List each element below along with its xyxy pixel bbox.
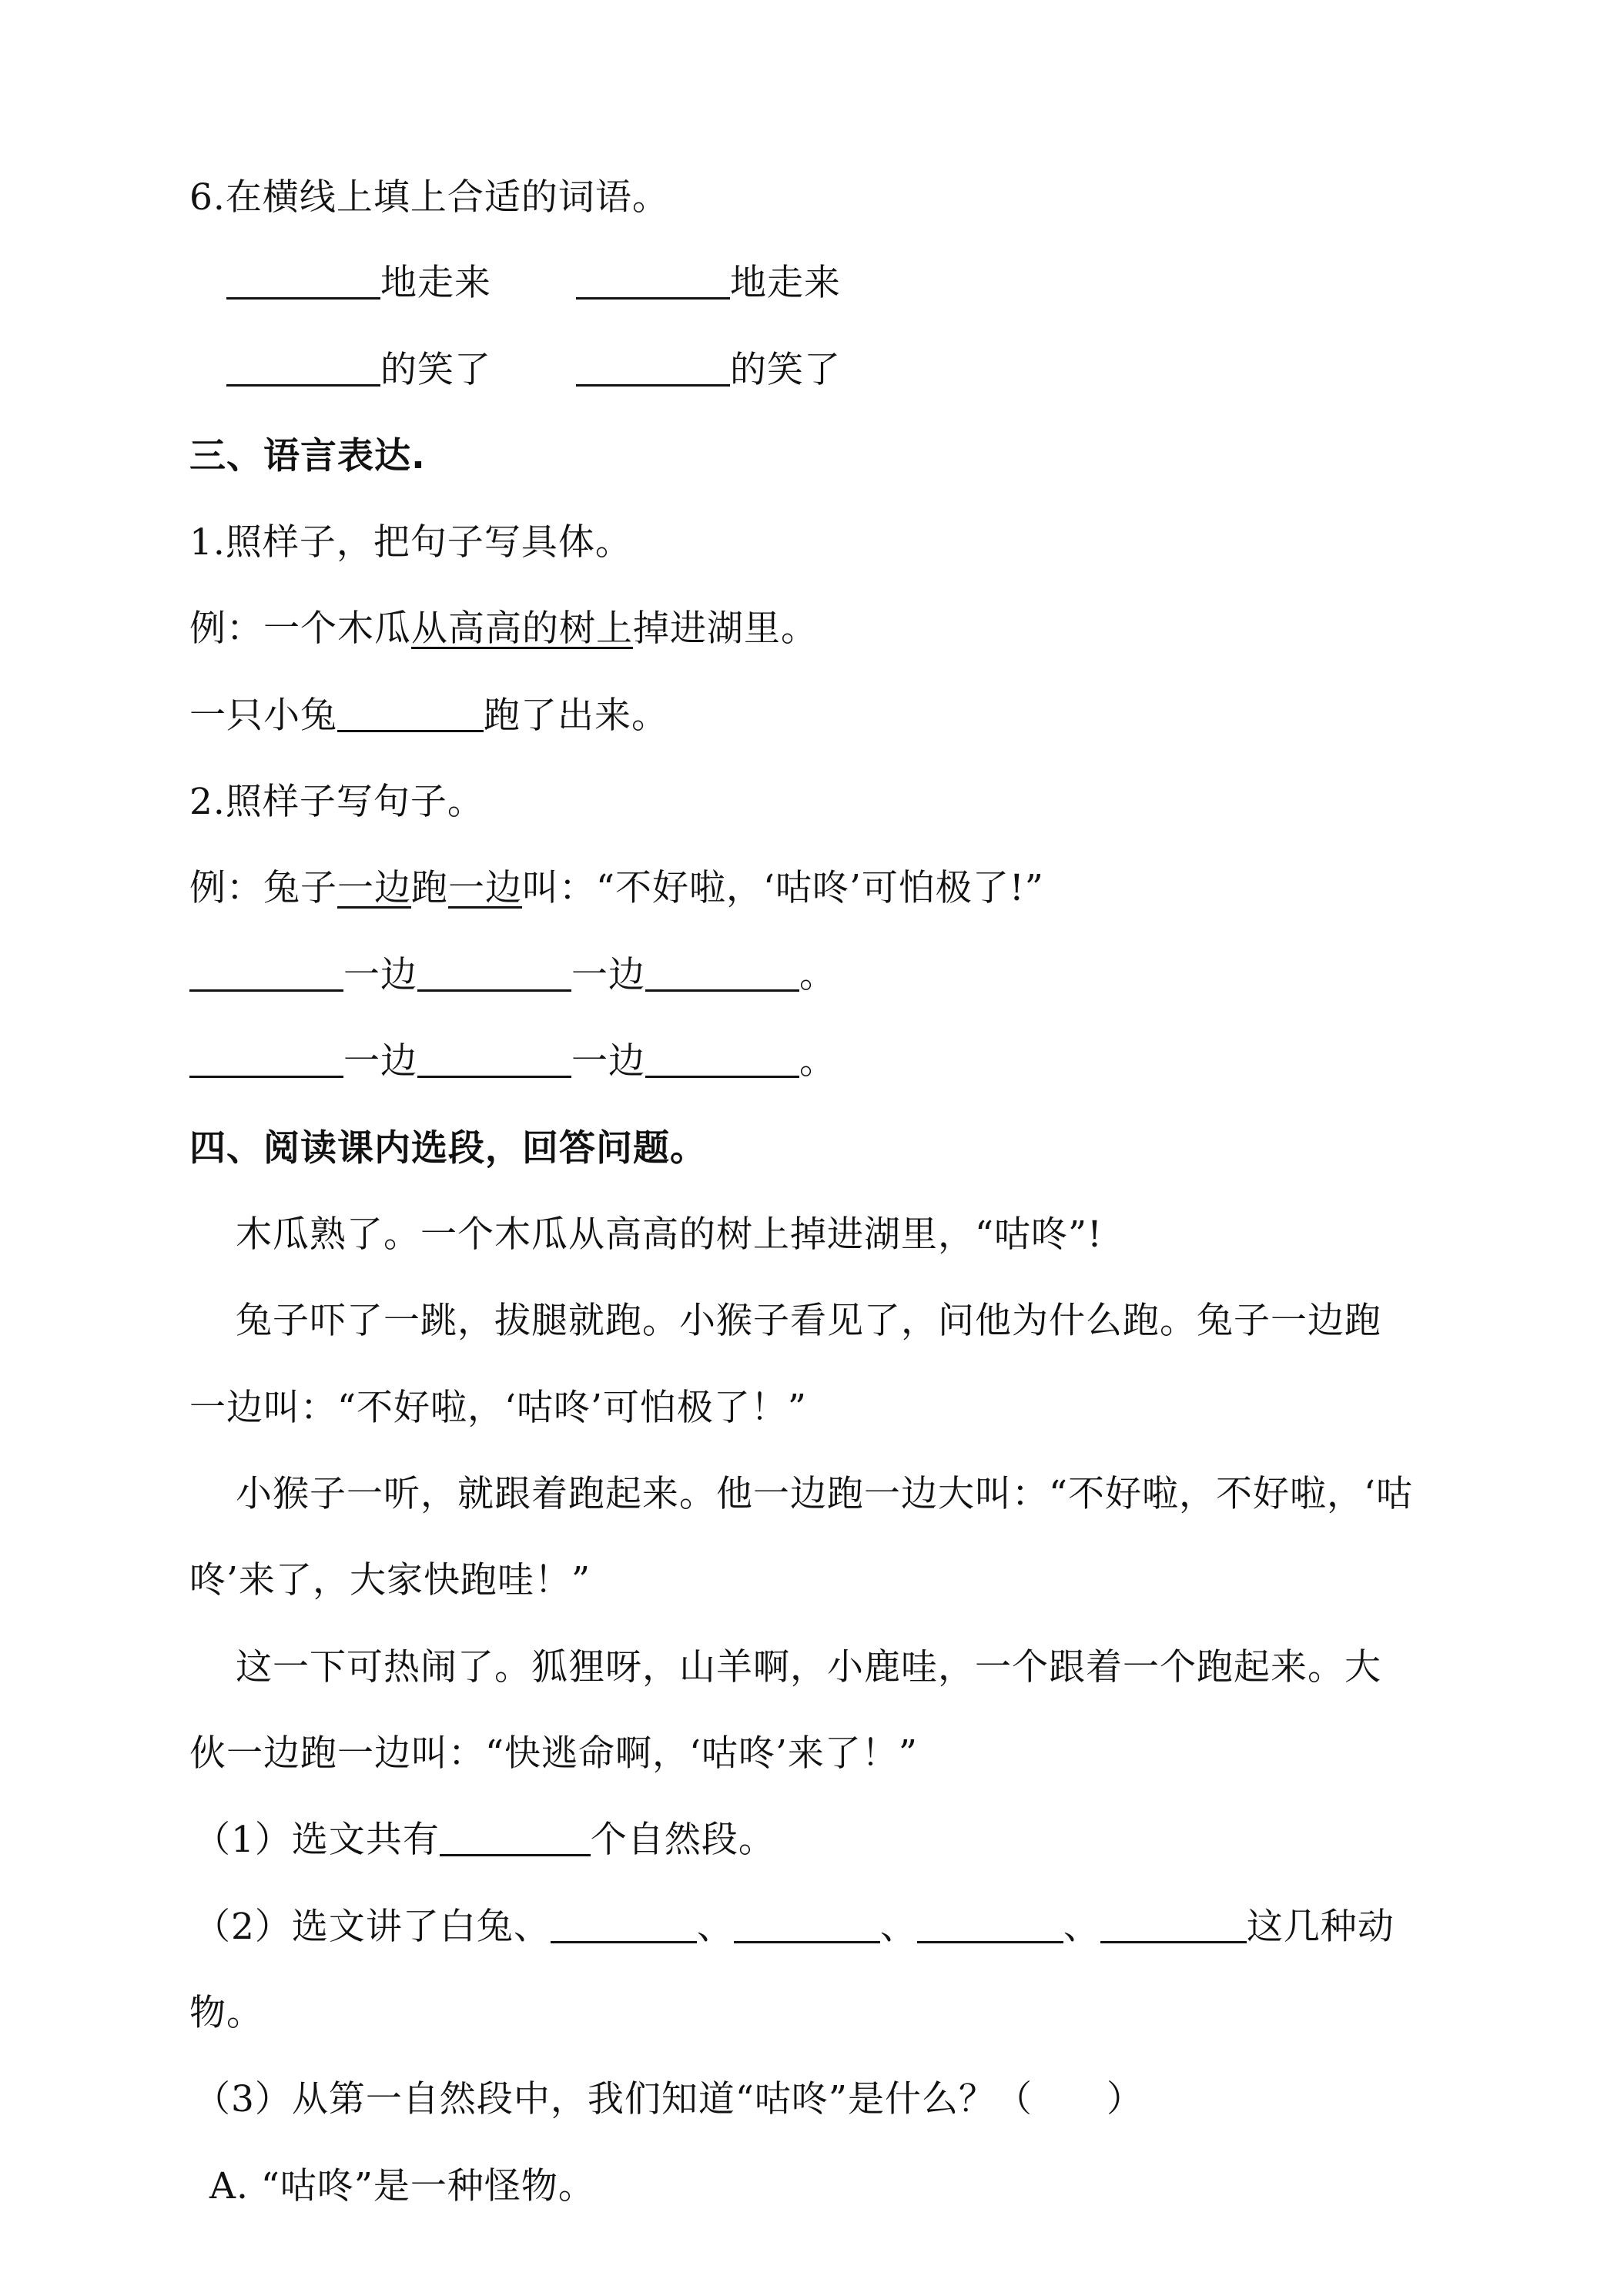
yibian-label: 一边 (343, 954, 417, 996)
q1-suffix: 个自然段。 (590, 1819, 775, 1861)
example-underlined: 一边 (448, 867, 522, 909)
example-suffix: 掉进湖里。 (633, 607, 818, 650)
answer-blank[interactable] (551, 1907, 697, 1943)
q6-row-2 (226, 347, 841, 393)
answer-blank[interactable] (440, 1820, 591, 1856)
example-suffix: 叫：“不好啦，‘咕咚’可怕极了!” (522, 867, 1044, 909)
answer-blank[interactable] (645, 1042, 799, 1078)
yibian-label: 一边 (343, 1040, 417, 1083)
answer-blank[interactable] (1100, 1907, 1247, 1943)
answer-blank[interactable] (734, 1907, 880, 1943)
passage-line: 这一下可热闹了。狐狸呀，山羊啊，小鹿哇，一个跟着一个跑起来。大 (236, 1646, 1381, 1689)
s4-q3-option-a[interactable]: A. “咕咚”是一种怪物。 (209, 2165, 595, 2207)
section-3-heading: 三、语言表达. (189, 435, 426, 477)
answer-blank[interactable] (417, 1042, 571, 1078)
yibian-label: 一边 (571, 954, 645, 996)
separator: 、 (879, 1906, 917, 1948)
q6-title: 6.在横线上填上合适的词语。 (189, 176, 669, 219)
q2-prefix: （2）选文讲了白兔、 (194, 1906, 551, 1948)
s4-q2 (194, 1904, 1395, 1950)
q6-walk-label: 地走来 (730, 262, 841, 304)
passage-line: 木瓜熟了。一个木瓜从高高的树上掉进湖里，“咕咚”! (236, 1213, 1103, 1256)
answer-blank[interactable] (576, 263, 730, 300)
s3-q2-answer-row-1 (189, 952, 836, 999)
s3-q2-answer-row-2 (189, 1039, 836, 1085)
s4-q3 (194, 2077, 1143, 2123)
section-4-heading: 四、阅读课内选段，回答问题。 (189, 1127, 707, 1170)
example-underlined: 从高高的树上 (411, 607, 633, 650)
period: 。 (799, 1040, 836, 1083)
answer-blank[interactable] (189, 956, 343, 992)
answer-blank[interactable] (337, 696, 484, 732)
example-mid: 跑 (411, 867, 448, 909)
s3-q2-example (189, 865, 1044, 912)
example-prefix: 例：兔子 (189, 867, 337, 909)
q6-walk-label: 地走来 (380, 262, 491, 304)
q1-prefix: （1）选文共有 (194, 1819, 440, 1861)
passage-line: 兔子吓了一跳，拔腿就跑。小猴子看见了，问他为什么跑。兔子一边跑 (236, 1300, 1381, 1342)
passage-line: 小猴子一听，就跟着跑起来。他一边跑一边大叫：“不好啦，不好啦，‘咕 (236, 1473, 1413, 1515)
answer-blank[interactable] (645, 956, 799, 992)
q6-smile-label: 的笑了 (730, 349, 841, 391)
example-prefix: 例：一个木瓜 (189, 607, 411, 650)
passage-line: 咚’来了，大家快跑哇！” (189, 1559, 591, 1602)
q6-row-1 (226, 260, 841, 306)
answer-blank[interactable] (417, 956, 571, 992)
answer-blank[interactable] (576, 350, 730, 387)
q2-suffix: 这几种动 (1246, 1906, 1395, 1948)
separator: 、 (1063, 1906, 1100, 1948)
s3-q1-title: 1.照样子，把句子写具体。 (189, 521, 632, 564)
answer-blank[interactable] (226, 263, 380, 300)
q3-text: （3）从第一自然段中，我们知道“咕咚”是什么？（ ） (194, 2078, 1143, 2120)
example-underlined: 一边 (337, 867, 411, 909)
answer-blank[interactable] (917, 1907, 1063, 1943)
q6-smile-label: 的笑了 (380, 349, 491, 391)
period: 。 (799, 954, 836, 996)
passage-line: 一边叫：“不好啦，‘咕咚’可怕极了！” (189, 1387, 807, 1429)
answer-blank[interactable] (226, 350, 380, 387)
answer-blank[interactable] (189, 1042, 343, 1078)
s3-q1-task (189, 693, 668, 739)
separator: 、 (696, 1906, 734, 1948)
s4-q1 (194, 1817, 775, 1863)
s4-q2-wrap: 物。 (189, 1992, 263, 2034)
task-prefix: 一只小兔 (189, 694, 337, 737)
s3-q1-example (189, 606, 818, 652)
yibian-label: 一边 (571, 1040, 645, 1083)
s3-q2-title: 2.照样子写句子。 (189, 781, 484, 823)
passage-line: 伙一边跑一边叫：“快逃命啊，‘咕咚’来了！” (189, 1732, 918, 1775)
task-suffix: 跑了出来。 (484, 694, 668, 737)
